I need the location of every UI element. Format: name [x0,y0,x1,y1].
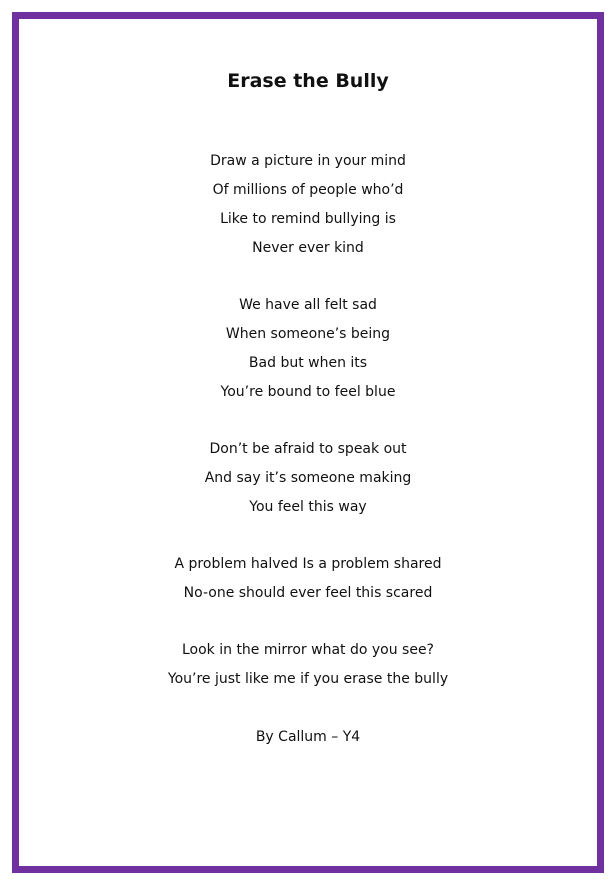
poem-line: Look in the mirror what do you see? [181,642,434,658]
stanza-1 [19,147,597,263]
stanza-3 [19,435,597,522]
poem-title: Erase the Bully [227,70,389,92]
poem-line: Draw a picture in your mind [210,153,406,169]
poem-line: And say it’s someone making [204,470,412,486]
stanza-2 [19,291,597,407]
stanza-4 [19,550,597,608]
poem-line: You’re just like me if you erase the bully [167,671,449,687]
poem-line: You feel this way [249,499,367,515]
poem-line: Never ever kind [252,240,364,256]
poem-byline: By Callum – Y4 [255,729,361,745]
poem-line: A problem halved Is a problem shared [174,556,442,572]
poem-body [19,147,597,722]
poem-line: You’re bound to feel blue [220,384,396,400]
poem-line: Of millions of people who’d [212,182,404,198]
poem-line: No-one should ever feel this scared [183,585,433,601]
stanza-5 [19,636,597,694]
poem-line: We have all felt sad [239,297,377,313]
poem-line: Bad but when its [248,355,368,371]
poem-line: Don’t be afraid to speak out [209,441,407,457]
poem-line: When someone’s being [225,326,391,342]
page-border-frame [12,12,604,873]
poem-line: Like to remind bullying is [220,211,396,227]
